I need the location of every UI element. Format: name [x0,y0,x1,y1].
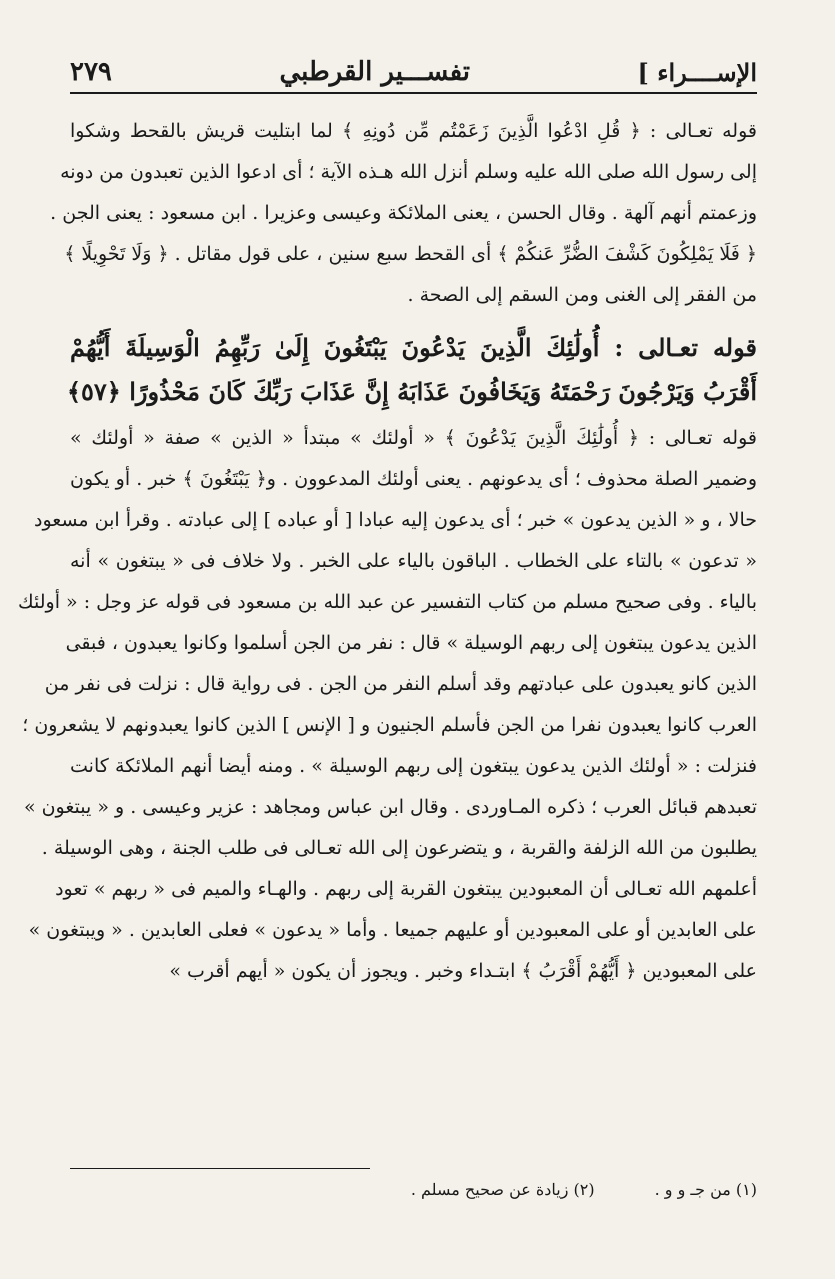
text-line: فنزلت : « أولئك الذين يدعون يبتغون إلى ربهم الوسيلة » . ومنه أيضا أنهم الملائكة كانت [70,755,757,777]
text-line: من الفقر إلى الغنى ومن السقم إلى الصحة . [407,284,757,306]
header-sura-name: الإســــراء ] [637,57,757,87]
text-line: قوله تعـالى : ﴿ أُولَٰئِكَ الَّذِينَ يَدْعُونَ ﴾ « أولئك » مبتدأ « الذين » صفة « أولئك » [70,427,757,449]
text-line: على العابدين أو على المعبودين أو عليهم جميعا . وأما « يدعون » فعلى العابدين . « ويبتغون » [28,919,757,941]
text-line: العرب كانوا يعبدون نفرا من الجن فأسلم الجنيون و [ الإنس ] الذين كانوا يعبدونهم لا يشعرون ؛ [22,714,757,736]
paragraph-2 [18,425,757,999]
text-line: تعبدهم قبائل العرب ؛ ذكره المـاوردى . وقال ابن عباس ومجاهد : عزير وعيسى . و « يبتغون » [23,796,757,818]
page-number: ٢٧٩ [70,57,112,87]
page-body [18,118,757,999]
paragraph-1 [50,118,757,323]
text-line: وزعمتم أنهم آلهة . وقال الحسن ، يعنى الملائكة وعيسى وعزيرا . ابن مسعود : يعنى الجن . [50,202,757,224]
text-line: الذين يدعون يبتغون إلى ربهم الوسيلة » قال : نفر من الجن أسلموا وكانوا يعبدون ، فبقى [65,632,757,654]
footnote-1: (١) من جـ و و . [654,1180,757,1199]
quran-verse [66,331,757,419]
text-line: يطلبون من الله الزلفة والقربة ، و يتضرعون إلى الله تعـالى فى طلب الجنة ، وهى الوسيلة . [41,837,757,859]
text-line: الذين كانو يعبدون على عبادتهم وقد أسلم النفر من الجن . فى رواية قال : نزلت فى نفر من [44,673,757,695]
text-line: حالا ، و « الذين يدعون » خبر ؛ أى يدعون إليه عبادا [ أو عباده ] إلى عبادته . وقرأ ابن مسعود [34,509,757,531]
verse-line: قوله تعـالى : أُولَٰئِكَ الَّذِينَ يَدْعُونَ يَبْتَغُونَ إِلَىٰ رَبِّهِمُ الْوَسِيلَةَ أَيُّهُمْ [70,333,757,362]
footnote-divider [70,1168,370,1169]
header-book-title: تفســـير القرطبي [279,57,470,87]
footnote-2: (٢) زيادة عن صحيح مسلم . [410,1180,595,1199]
text-line: وضمير الصلة محذوف ؛ أى يدعونهم . يعنى أولئك المدعوون . و﴿ يَبْتَغُونَ ﴾ خبر . أو يكون [70,468,757,490]
text-line: على المعبودين ﴿ أَيُّهُمْ أَقْرَبُ ﴾ ابتـداء وخبر . ويجوز أن يكون « أيهم أقرب » [169,960,757,982]
text-line: ﴿ فَلَا يَمْلِكُونَ كَشْفَ الضُّرِّ عَنكُمْ ﴾ أى القحط سبع سنين ، على قول مقاتل . ﴿ وَلَا تَحْوِيلًا ﴾ [64,243,757,265]
text-line: أعلمهم الله تعـالى أن المعبودين يبتغون القربة إلى ربهم . والهـاء والميم فى « ربهم » تعود [55,878,757,900]
text-line: « تدعون » بالتاء على الخطاب . الباقون بالياء على الخبر . ولا خلاف فى « يبتغون » أنه [70,550,757,572]
verse-line: أَقْرَبُ وَيَرْجُونَ رَحْمَتَهُ وَيَخَافُونَ عَذَابَهُ إِنَّ عَذَابَ رَبِّكَ كَانَ مَحْذُورًا ﴿٥٧﴾ [66,377,757,406]
text-line: قوله تعـالى : ﴿ قُلِ ادْعُوا الَّذِينَ زَعَمْتُم مِّن دُونِهِ ﴾ لما ابتليت قريش بالقحط وشكوا [70,120,757,142]
footnotes [70,1180,757,1199]
text-line: بالياء . وفى صحيح مسلم من كتاب التفسير عن عبد الله بن مسعود فى قوله عز وجل : « أولئك [18,591,757,613]
text-line: إلى رسول الله صلى الله عليه وسلم أنزل الله هـذه الآية ؛ أى ادعوا الذين تعبدون من دونه [60,161,757,183]
page-header [70,52,757,94]
